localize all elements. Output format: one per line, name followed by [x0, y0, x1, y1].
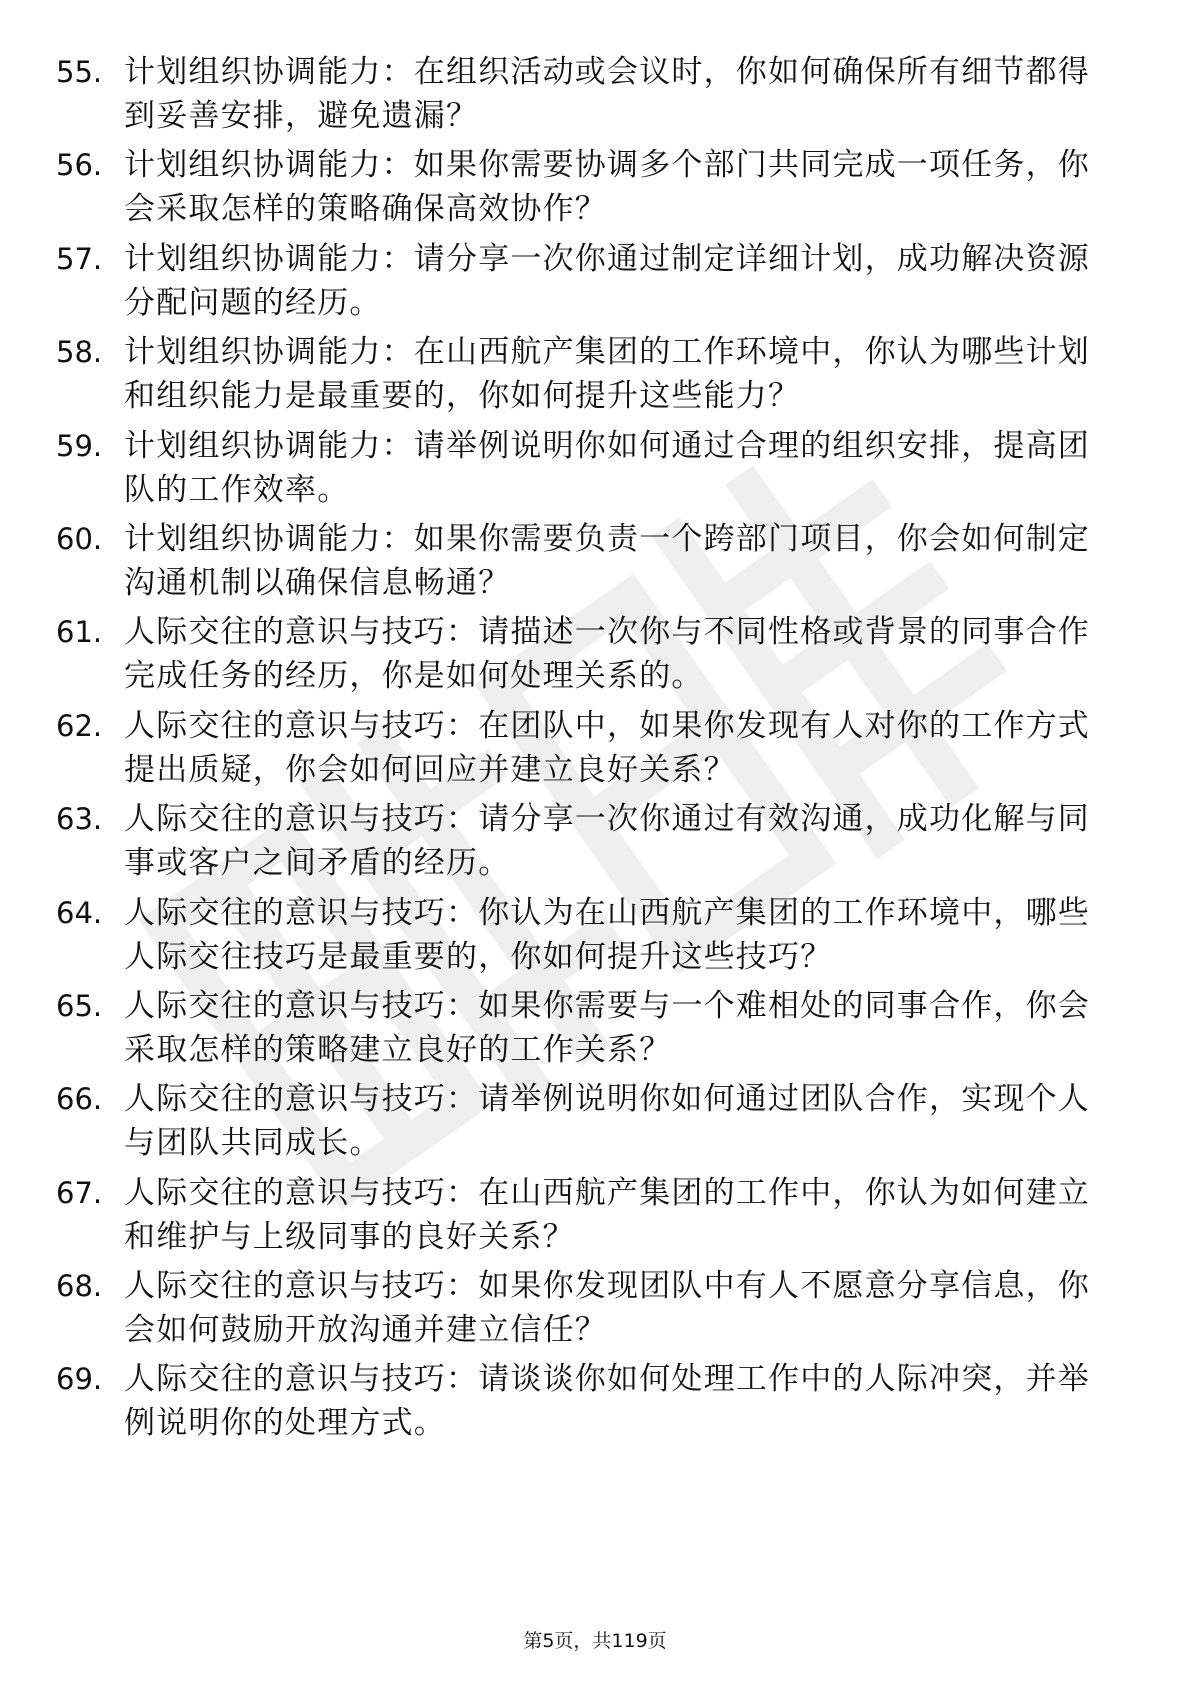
question-text: 人际交往的意识与技巧：请举例说明你如何通过团队合作，实现个人与团队共同成长。: [124, 1081, 1090, 1162]
question-number: 65.: [56, 988, 103, 1023]
question-list: [56, 50, 1116, 1451]
question-text: 人际交往的意识与技巧：如果你发现团队中有人不愿意分享信息，你会如何鼓励开放沟通并建立信任？: [124, 1268, 1090, 1349]
question-text: 计划组织协调能力：在山西航产集团的工作环境中，你认为哪些计划和组织能力是最重要的，你如何提升这些能力？: [124, 334, 1090, 415]
question-text: 人际交往的意识与技巧：在团队中，如果你发现有人对你的工作方式提出质疑，你会如何回应并建立良好关系？: [124, 707, 1090, 788]
question-item: [56, 610, 1116, 703]
question-item: [56, 517, 1116, 610]
question-number: 67.: [56, 1175, 103, 1210]
question-number: 62.: [56, 708, 103, 743]
question-number: 60.: [56, 521, 103, 556]
question-text: 计划组织协调能力：请分享一次你通过制定详细计划，成功解决资源分配问题的经历。: [124, 240, 1090, 321]
question-text: 计划组织协调能力：请举例说明你如何通过合理的组织安排，提高团队的工作效率。: [124, 427, 1090, 508]
question-number: 64.: [56, 895, 103, 930]
question-number: 63.: [56, 802, 103, 837]
question-number: 58.: [56, 335, 103, 370]
page-footer: 第5页，共119页: [523, 1630, 667, 1652]
question-number: 69.: [56, 1362, 103, 1397]
question-number: 59.: [56, 428, 103, 463]
question-text: 人际交往的意识与技巧：你认为在山西航产集团的工作环境中，哪些人际交往技巧是最重要的，你如何提升这些技巧？: [124, 894, 1090, 975]
question-text: 人际交往的意识与技巧：请谈谈你如何处理工作中的人际冲突，并举例说明你的处理方式。: [124, 1361, 1090, 1442]
question-item: [56, 1171, 1116, 1264]
question-text: 人际交往的意识与技巧：如果你需要与一个难相处的同事合作，你会采取怎样的策略建立良好的工作关系？: [124, 987, 1090, 1068]
question-item: [56, 330, 1116, 423]
question-text: 计划组织协调能力：如果你需要负责一个跨部门项目，你会如何制定沟通机制以确保信息畅通？: [124, 520, 1090, 601]
question-item: [56, 237, 1116, 330]
question-number: 56.: [56, 148, 103, 183]
question-item: [56, 50, 1116, 143]
question-item: [56, 704, 1116, 797]
question-text: 人际交往的意识与技巧：在山西航产集团的工作中，你认为如何建立和维护与上级同事的良好关系？: [124, 1174, 1090, 1255]
question-item: [56, 1077, 1116, 1170]
question-number: 66.: [56, 1082, 103, 1117]
question-item: [56, 143, 1116, 236]
question-text: 计划组织协调能力：如果你需要协调多个部门共同完成一项任务，你会采取怎样的策略确保高效协作？: [124, 147, 1090, 228]
question-item: [56, 1357, 1116, 1450]
question-item: [56, 424, 1116, 517]
question-number: 61.: [56, 615, 103, 650]
question-item: [56, 797, 1116, 890]
question-text: 人际交往的意识与技巧：请描述一次你与不同性格或背景的同事合作完成任务的经历，你是如何处理关系的。: [124, 614, 1090, 695]
question-text: 人际交往的意识与技巧：请分享一次你通过有效沟通，成功化解与同事或客户之间矛盾的经历。: [124, 801, 1090, 882]
question-item: [56, 1264, 1116, 1357]
question-number: 57.: [56, 241, 103, 276]
question-text: 计划组织协调能力：在组织活动或会议时，你如何确保所有细节都得到妥善安排，避免遗漏？: [124, 54, 1090, 134]
question-number: 55.: [56, 55, 103, 89]
question-item: [56, 984, 1116, 1077]
question-number: 68.: [56, 1269, 103, 1304]
question-item: [56, 891, 1116, 984]
